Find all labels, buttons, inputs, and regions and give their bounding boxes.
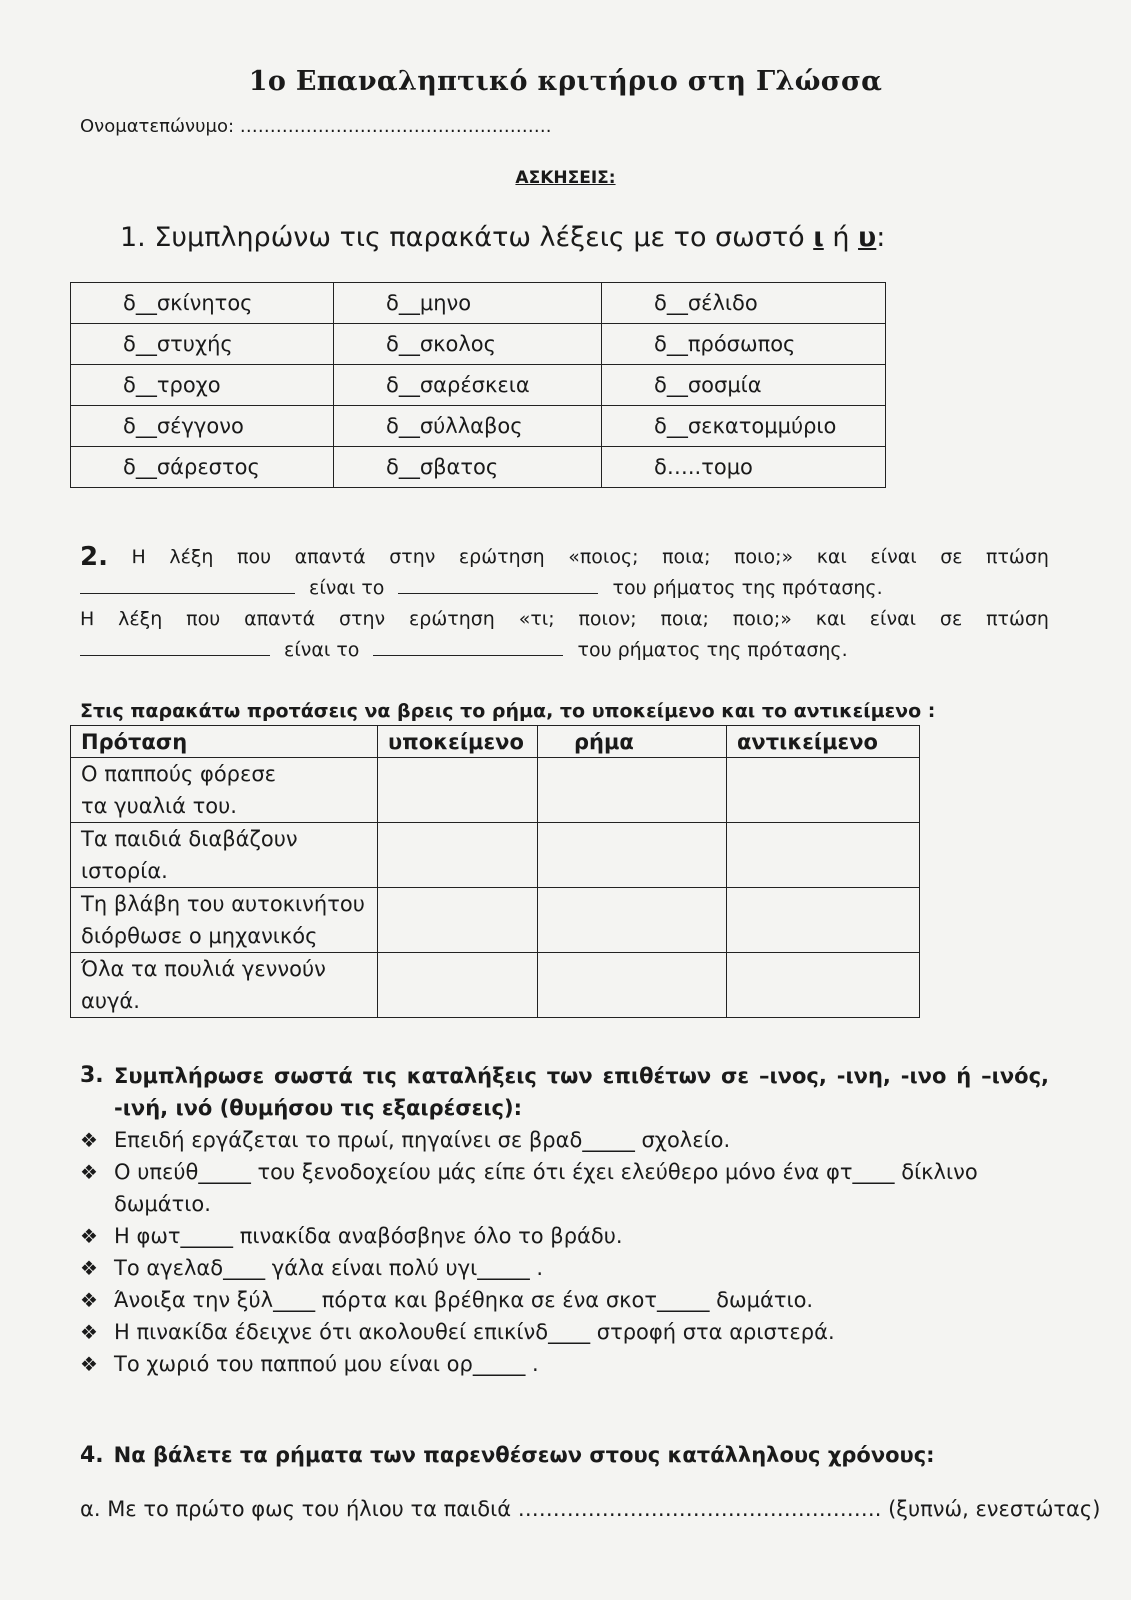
exercise-2-word: στην xyxy=(389,546,436,568)
exercise-4-item-a: α. Με το πρώτο φως του ήλιου τα παιδιά ……………………………………………. (ξυπνώ, ενεστώτας) xyxy=(80,1497,1101,1521)
answer-blank[interactable] xyxy=(80,573,295,594)
exercise-3-number: 3. xyxy=(80,1063,104,1088)
exercise-2-table xyxy=(70,725,920,1018)
subject-answer-cell[interactable] xyxy=(378,953,538,1018)
exercise-2-word: ερώτηση xyxy=(458,546,545,568)
page-title: 1ο Επαναληπτικό κριτήριο στη Γλώσσα xyxy=(248,66,883,97)
object-answer-cell[interactable] xyxy=(727,823,920,888)
table-row xyxy=(71,324,886,365)
exercise-2-line-3 xyxy=(80,604,1049,635)
table-row xyxy=(71,406,886,447)
word-cell[interactable]: δ__στυχής xyxy=(71,324,334,365)
list-item-text: Το χωριό του παππού μου είναι ορ_____ . xyxy=(114,1352,539,1376)
exercise-2-word: απαντά xyxy=(294,546,366,568)
exercise-1-title xyxy=(120,222,885,253)
exercise-2 xyxy=(80,542,1049,666)
table-row xyxy=(71,823,920,888)
exercise-2-word: απαντά xyxy=(244,608,316,630)
word-cell[interactable]: δ__σοσμία xyxy=(602,365,886,406)
word-cell[interactable]: δ…..τομο xyxy=(602,447,886,488)
answer-blank[interactable] xyxy=(398,573,598,594)
list-item-text: Ο υπεύθ_____ του ξενοδοχείου μάς είπε ότι έχει ελεύθερο μόνο ένα φτ____ δίκλινο δωμάτιο. xyxy=(114,1160,978,1216)
letter-iota: ι xyxy=(813,222,824,253)
word-cell[interactable]: δ__σεκατομμύριο xyxy=(602,406,886,447)
exercise-2-word: σε xyxy=(940,546,963,568)
letter-ypsilon: υ xyxy=(858,222,877,253)
sentence-line: αυγά. xyxy=(81,989,140,1013)
list-item xyxy=(80,1348,1049,1380)
bullet-icon: ❖ xyxy=(80,1352,98,1376)
object-answer-cell[interactable] xyxy=(727,758,920,823)
word-cell[interactable]: δ__τροχο xyxy=(71,365,334,406)
bullet-icon: ❖ xyxy=(80,1320,98,1344)
exercise-1-table xyxy=(70,282,886,488)
exercise-2-word: ποια; xyxy=(662,546,711,568)
exercise-2-word: ποιο;» xyxy=(732,608,792,630)
exercise-2-word: που xyxy=(186,608,221,630)
word-cell[interactable]: δ__σκολος xyxy=(334,324,602,365)
name-field-line: Ονοματεπώνυμο: ……………………………………………. xyxy=(80,116,552,137)
exercise-2-word: ποιον; xyxy=(578,608,637,630)
exercise-2-word: είναι xyxy=(869,608,917,630)
word-cell[interactable]: δ__πρόσωπος xyxy=(602,324,886,365)
exercise-2-text: του ρήματος της πρότασης. xyxy=(612,577,883,599)
exercise-2-word: σε xyxy=(939,608,963,630)
exercise-3 xyxy=(80,1060,1049,1380)
word-cell[interactable]: δ__σάρεστος xyxy=(71,447,334,488)
exercise-4-heading-text: Να βάλετε τα ρήματα των παρενθέσεων στους κατάλληλους χρόνους: xyxy=(113,1443,935,1467)
table-row xyxy=(71,953,920,1018)
exercise-1-or: ή xyxy=(823,222,859,253)
sentence-cell xyxy=(71,758,378,823)
exercise-2-text: είναι το xyxy=(309,577,385,599)
exercise-2-line-1 xyxy=(80,542,1049,573)
exercise-3-heading xyxy=(80,1060,1049,1124)
exercise-2-word: «ποιος; xyxy=(568,546,639,568)
column-header: αντικείμενο xyxy=(727,726,920,758)
sentence-cell xyxy=(71,953,378,1018)
sentence-line: διόρθωσε ο μηχανικός xyxy=(81,924,318,948)
exercise-2-word: ποιο;» xyxy=(734,546,794,568)
list-item-text: Η πινακίδα έδειχνε ότι ακολουθεί επικίνδ____ στροφή στα αριστερά. xyxy=(114,1320,835,1344)
exercise-2-word: είναι xyxy=(870,546,917,568)
sentence-cell xyxy=(71,823,378,888)
list-item-text: Το αγελαδ____ γάλα είναι πολύ υγι_____ . xyxy=(114,1256,544,1280)
answer-blank[interactable] xyxy=(373,635,563,656)
exercise-2-text: του ρήματος της πρότασης. xyxy=(577,639,848,661)
sentence-line: τα γυαλιά του. xyxy=(81,794,237,818)
verb-answer-cell[interactable] xyxy=(538,758,727,823)
answer-blank[interactable] xyxy=(80,635,270,656)
list-item-text: Επειδή εργάζεται το πρωί, πηγαίνει σε βραδ_____ σχολείο. xyxy=(114,1128,731,1152)
exercise-2-text: είναι το xyxy=(284,639,360,661)
table-row xyxy=(71,283,886,324)
word-cell[interactable]: δ__σέλιδο xyxy=(602,283,886,324)
exercise-2-word: Η xyxy=(80,608,95,630)
object-answer-cell[interactable] xyxy=(727,888,920,953)
exercise-2-word: Η xyxy=(131,546,146,568)
list-item xyxy=(80,1284,1049,1316)
exercise-2-word: πτώση xyxy=(986,608,1049,630)
bullet-icon: ❖ xyxy=(80,1128,98,1152)
exercise-4-number: 4. xyxy=(80,1443,104,1468)
subject-answer-cell[interactable] xyxy=(378,888,538,953)
sentence-line: Ο παππούς φόρεσε xyxy=(81,762,277,786)
subject-answer-cell[interactable] xyxy=(378,823,538,888)
list-item-text: Η φωτ_____ πινακίδα αναβόσβηνε όλο το βράδυ. xyxy=(114,1224,623,1248)
list-item xyxy=(80,1156,1049,1220)
exercise-2-word: που xyxy=(237,546,272,568)
bullet-icon: ❖ xyxy=(80,1160,98,1184)
exercise-2-line-2 xyxy=(80,573,1049,604)
table-2-caption: Στις παρακάτω προτάσεις να βρεις το ρήμα, το υποκείμενο και το αντικείμενο : xyxy=(80,700,936,722)
exercise-2-word: ποια; xyxy=(660,608,709,630)
object-answer-cell[interactable] xyxy=(727,953,920,1018)
list-item xyxy=(80,1124,1049,1156)
column-header: ρήμα xyxy=(538,726,727,758)
exercise-2-number: 2. xyxy=(80,542,108,572)
word-cell[interactable]: δ__σέγγονο xyxy=(71,406,334,447)
exercise-2-word: «τι; xyxy=(518,608,555,630)
sentence-line: Τη βλάβη του αυτοκινήτου xyxy=(81,892,365,916)
table-header-row xyxy=(71,726,920,758)
word-cell[interactable]: δ__σκίνητος xyxy=(71,283,334,324)
exercise-2-word: πτώση xyxy=(986,546,1049,568)
exercise-4-heading xyxy=(80,1443,1049,1468)
list-item xyxy=(80,1316,1049,1348)
section-heading: ΑΣΚΗΣΕΙΣ: xyxy=(515,168,616,188)
table-row xyxy=(71,447,886,488)
sentence-line: ιστορία. xyxy=(81,859,168,883)
word-cell[interactable]: δ__σύλλαβος xyxy=(334,406,602,447)
exercise-2-word: και xyxy=(816,546,847,568)
verb-answer-cell[interactable] xyxy=(538,888,727,953)
word-cell[interactable]: δ__σβατος xyxy=(334,447,602,488)
word-cell[interactable]: δ__σαρέσκεια xyxy=(334,365,602,406)
table-row xyxy=(71,365,886,406)
column-header: Πρόταση xyxy=(71,726,378,758)
exercise-2-word: λέξη xyxy=(169,546,214,568)
sentence-cell xyxy=(71,888,378,953)
list-item-text: Άνοιξα την ξύλ____ πόρτα και βρέθηκα σε ένα σκοτ_____ δωμάτιο. xyxy=(114,1288,814,1312)
sentence-line: Όλα τα πουλιά γεννούν xyxy=(81,957,326,981)
exercise-1-prefix: 1. Συμπληρώνω τις παρακάτω λέξεις με το σωστό xyxy=(120,222,814,253)
verb-answer-cell[interactable] xyxy=(538,953,727,1018)
exercise-2-line-4 xyxy=(80,635,1049,666)
subject-answer-cell[interactable] xyxy=(378,758,538,823)
sentence-line: Τα παιδιά διαβάζουν xyxy=(81,827,298,851)
exercise-2-word: στην xyxy=(339,608,386,630)
table-row xyxy=(71,888,920,953)
exercise-3-list xyxy=(80,1124,1049,1380)
exercise-2-word: λέξη xyxy=(118,608,163,630)
bullet-icon: ❖ xyxy=(80,1224,98,1248)
column-header: υποκείμενο xyxy=(378,726,538,758)
exercise-2-word: και xyxy=(815,608,846,630)
list-item xyxy=(80,1252,1049,1284)
list-item xyxy=(80,1220,1049,1252)
exercise-2-word: ερώτηση xyxy=(409,608,495,630)
exercise-3-heading-text: Συμπλήρωσε σωστά τις καταλήξεις των επιθέτων σε –ινος, -ινη, -ινο ή –ινός, -ινή, ινό (θυμήσου τις εξαιρέσεις): xyxy=(114,1064,1049,1120)
word-cell[interactable]: δ__μηνο xyxy=(334,283,602,324)
table-row xyxy=(71,758,920,823)
bullet-icon: ❖ xyxy=(80,1256,98,1280)
bullet-icon: ❖ xyxy=(80,1288,98,1312)
verb-answer-cell[interactable] xyxy=(538,823,727,888)
exercise-1-colon: : xyxy=(876,222,886,253)
